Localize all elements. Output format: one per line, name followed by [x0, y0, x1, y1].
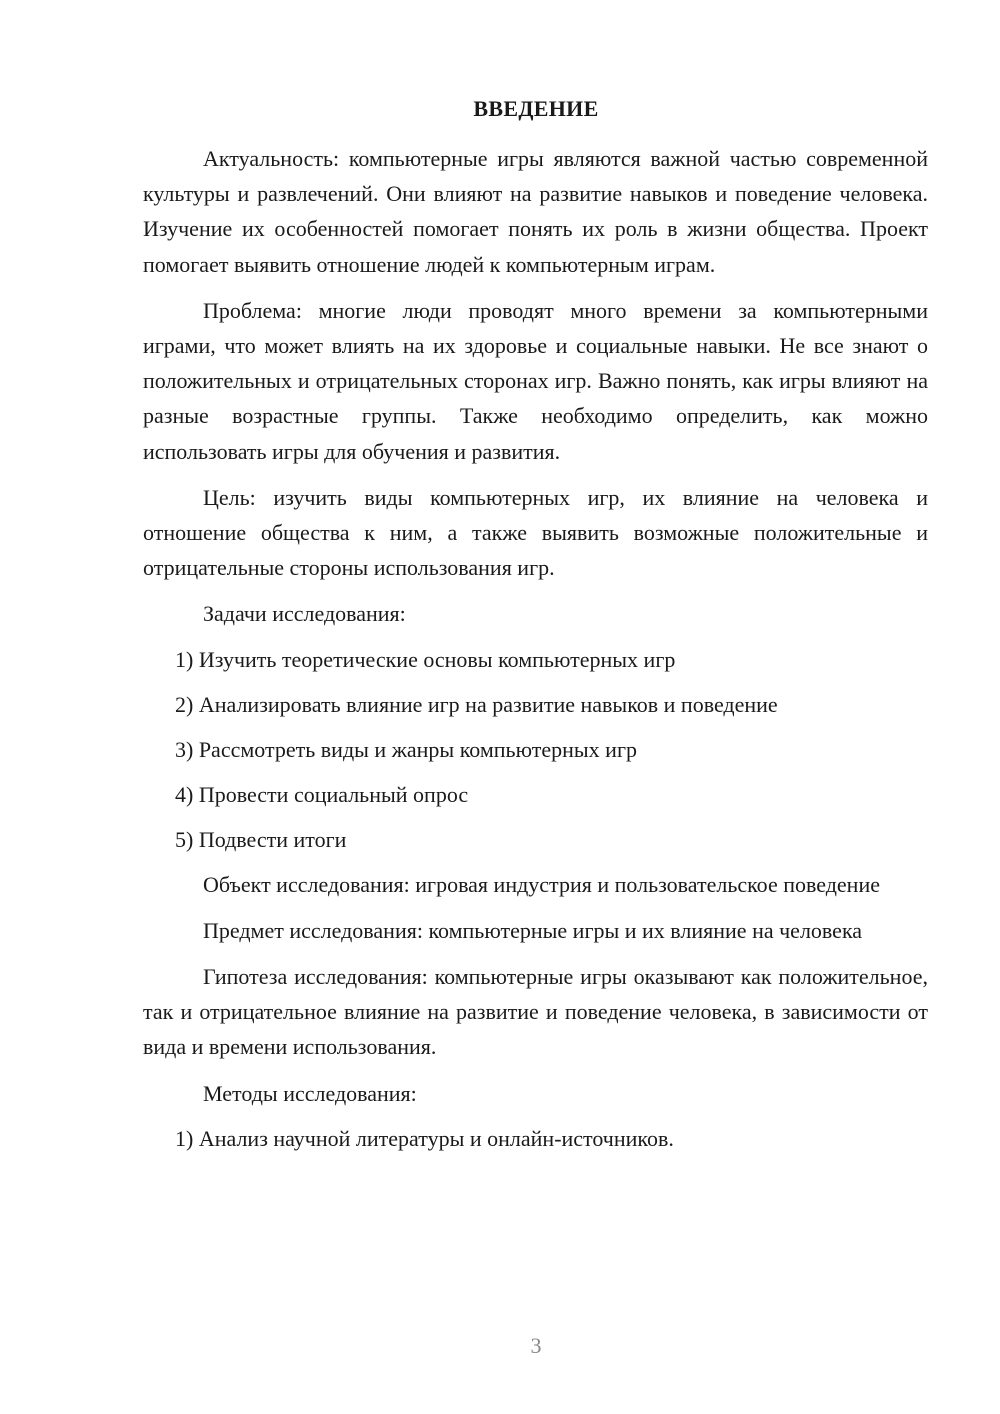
tasks-heading: Задачи исследования: — [203, 601, 406, 627]
task-item: 4) Провести социальный опрос — [175, 781, 469, 807]
tasks-list — [143, 642, 928, 857]
object-paragraph: Объект исследования: игровая индустрия и пользовательское поведение — [203, 871, 880, 897]
page-body — [143, 141, 928, 1166]
methods-heading: Методы исследования: — [203, 1080, 417, 1106]
task-item: 1) Изучить теоретические основы компьютерных игр — [175, 646, 676, 672]
page-number: 3 — [530, 1333, 542, 1358]
task-item: 5) Подвести итоги — [175, 826, 347, 852]
problem-paragraph: Проблема: многие люди проводят много времени за компьютерными играми, что может влиять на их здоровье и социальные навыки. Не все знают о положительных и отрицательных сторонах игр. Важно понять, как игры влияют на разные возрастные группы. Также необходимо определить, как можно использовать игры для обучения и развития. — [143, 297, 928, 464]
page-title: ВВЕДЕНИЕ — [473, 96, 599, 121]
relevance-paragraph: Актуальность: компьютерные игры являются важной частью современной культуры и развлечений. Они влияют на развитие навыков и поведение человека. Изучение их особенностей помогает понять их роль в жизни общества. Проект помогает выявить отношение людей к компьютерным играм. — [143, 146, 928, 277]
subject-paragraph: Предмет исследования: компьютерные игры и их влияние на человека — [203, 917, 863, 943]
goal-paragraph: Цель: изучить виды компьютерных игр, их влияние на человека и отношение общества к ним, а также выявить возможные положительные и отрицательные стороны использования игр. — [143, 484, 928, 581]
method-item: 1) Анализ научной литературы и онлайн-источников. — [175, 1125, 674, 1151]
task-item: 2) Анализировать влияние игр на развитие навыков и поведение — [175, 691, 778, 717]
task-item: 3) Рассмотреть виды и жанры компьютерных игр — [175, 736, 637, 762]
methods-list — [143, 1121, 928, 1156]
hypothesis-paragraph: Гипотеза исследования: компьютерные игры оказывают как положительное, так и отрицательное влияние на развитие и поведение человека, в зависимости от вида и времени использования. — [143, 964, 928, 1060]
